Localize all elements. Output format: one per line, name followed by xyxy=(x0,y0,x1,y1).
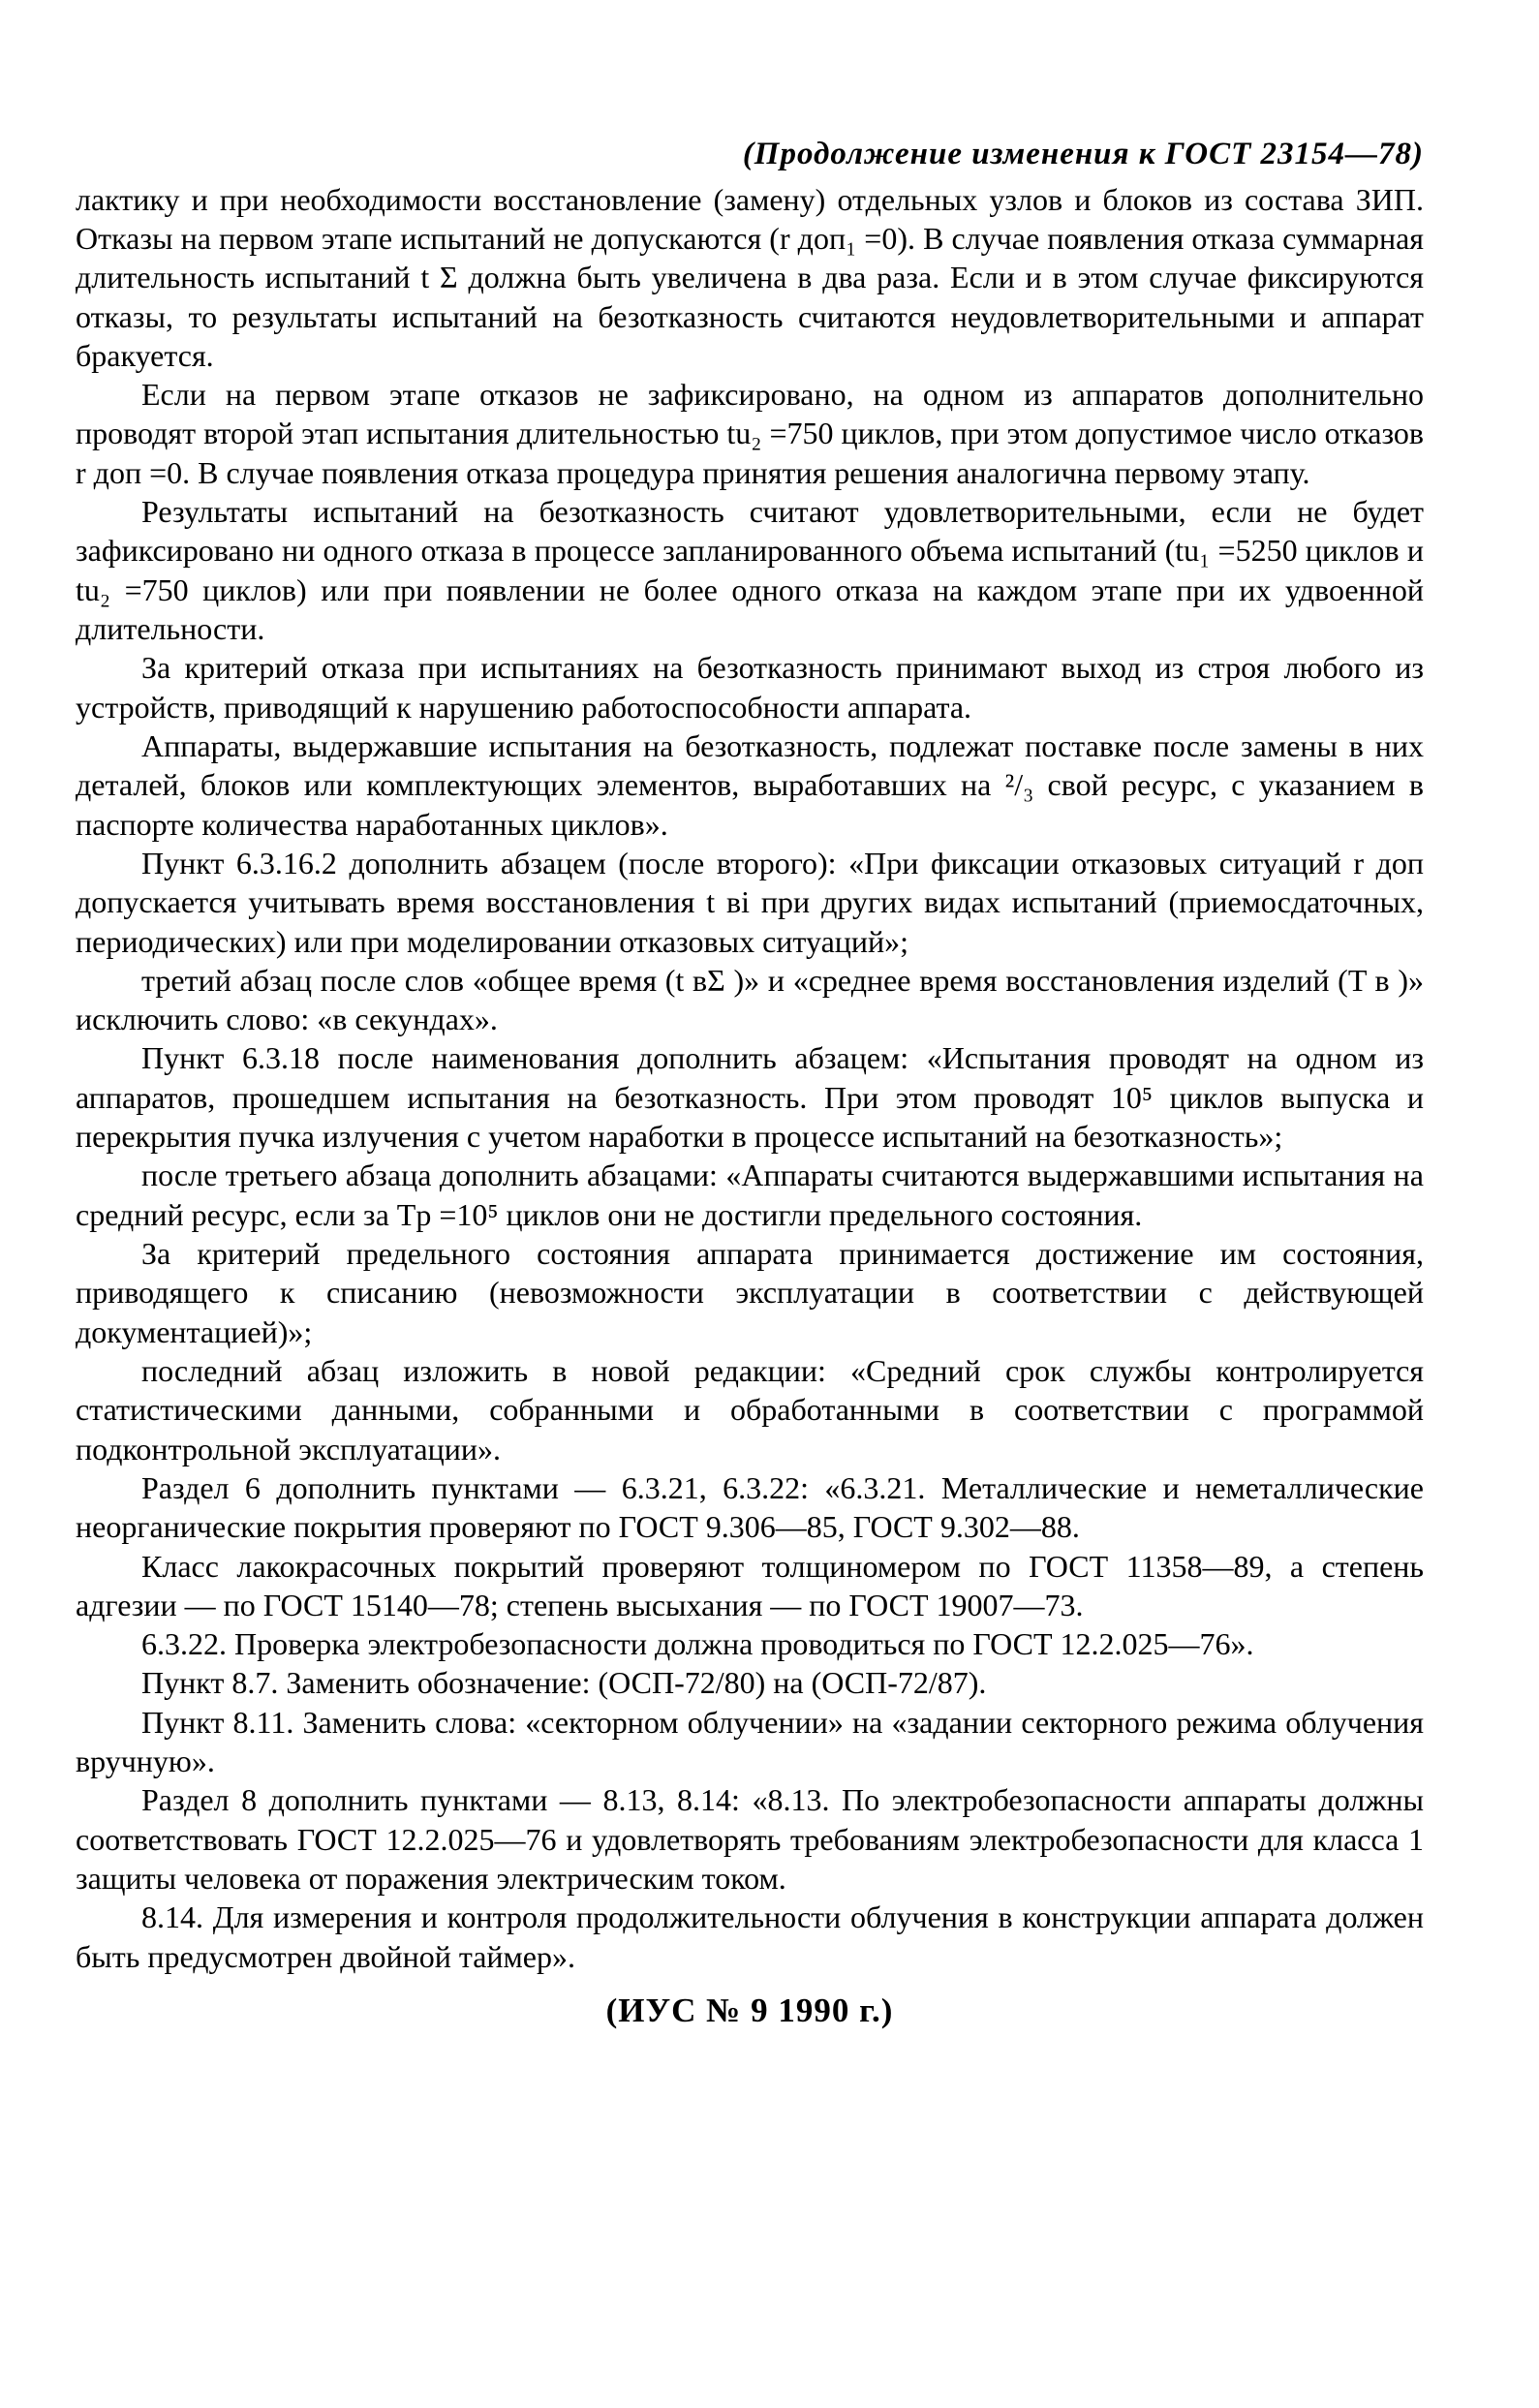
page-header: (Продолжение изменения к ГОСТ 23154—78) xyxy=(742,137,1424,171)
paragraph-15: Пункт 8.7. Заменить обозначение: (ОСП-72/80) на (ОСП-72/87). xyxy=(141,1665,987,1701)
paragraph-8: Пункт 6.3.18 после наименования дополнить абзацем: «Испытания проводят на одном из аппаратов, прошедшем испытания на безотказность. При этом проводят 10⁵ циклов выпуска и перекрытия пучка излучения с учетом наработки в процессе испытаний на безотказность»; xyxy=(76,1040,1424,1155)
paragraph-18: 8.14. Для измерения и контроля продолжительности облучения в конструкции аппарата должен быть предусмотрен двойной таймер». xyxy=(76,1899,1424,1974)
paragraph-6: Пункт 6.3.16.2 дополнить абзацем (после второго): «При фиксации отказовых ситуаций r доп допускается учитывать время восстановления t вi при других видах испытаний (приемосдаточных, периодических) или при моделировании отказовых ситуаций»; xyxy=(76,845,1424,959)
paragraph-5: Аппараты, выдержавшие испытания на безотказность, подлежат поставке после замены в них деталей, блоков или комплектующих элементов, выработавших на ²/₃ свой ресурс, с указанием в паспорте количества наработанных циклов». xyxy=(76,727,1424,842)
paragraph-2: Если на первом этапе отказов не зафиксировано, на одном из аппаратов дополнительно проводят второй этап испытания длительностью tu₂ =750 циклов, при этом допустимое число отказов r доп =0. В случае появления отказа процедура принятия решения аналогична первому этапу. xyxy=(76,377,1424,490)
paragraph-7: третий абзац после слов «общее время (t вΣ )» и «среднее время восстановления изделий (T в )» исключить слово: «в секундах». xyxy=(76,962,1424,1037)
paragraph-14: 6.3.22. Проверка электробезопасности должна проводиться по ГОСТ 12.2.025—76». xyxy=(141,1626,1254,1662)
paragraph-17: Раздел 8 дополнить пунктами — 8.13, 8.14: «8.13. По электробезопасности аппараты должны соответствовать ГОСТ 12.2.025—76 и удовлетворять требованиям электробезопасности для класса 1 защиты человека от поражения электрическим током. xyxy=(76,1782,1424,1897)
issue-reference: (ИУС № 9 1990 г.) xyxy=(605,1991,894,2029)
paragraph-16: Пункт 8.11. Заменить слова: «секторном облучении» на «задании секторного режима облучения вручную». xyxy=(76,1704,1424,1779)
paragraph-4: За критерий отказа при испытаниях на безотказность принимают выход из строя любого из устройств, приводящий к нарушению работоспособности аппарата. xyxy=(76,650,1424,725)
document-page xyxy=(76,136,1424,2030)
paragraph-9: после третьего абзаца дополнить абзацами: «Аппараты считаются выдержавшими испытания на средний ресурс, если за Tр =10⁵ циклов они не достигли предельного состояния. xyxy=(76,1158,1424,1232)
paragraph-3: Результаты испытаний на безотказность считают удовлетворительными, если не будет зафиксировано ни одного отказа в процессе запланированного объема испытаний (tu₁ =5250 циклов и tu₂ =750 циклов) или при появлении не более одного отказа на каждом этапе при их удвоенной длительности. xyxy=(76,494,1424,647)
paragraph-12: Раздел 6 дополнить пунктами — 6.3.21, 6.3.22: «6.3.21. Металлические и неметаллические неорганические покрытия проверяют по ГОСТ 9.306—85, ГОСТ 9.302—88. xyxy=(76,1469,1424,1545)
paragraph-13: Класс лакокрасочных покрытий проверяют толщиномером по ГОСТ 11358—89, а степень адгезии — по ГОСТ 15140—78; степень высыхания — по ГОСТ 19007—73. xyxy=(76,1548,1424,1622)
paragraph-11: последний абзац изложить в новой редакции: «Средний срок службы контролируется статистическими данными, собранными и обработанными в соответствии с программой подконтрольной эксплуатации». xyxy=(76,1352,1424,1466)
paragraph-1: лактику и при необходимости восстановление (замену) отдельных узлов и блоков из состава ЗИП. Отказы на первом этапе испытаний не допускаются (r доп₁ =0). В случае появления отказа суммарная длительность испытаний t Σ должна быть увеличена в два раза. Если и в этом случае фиксируются отказы, то результаты испытаний на безотказность считаются неудовлетворительными и аппарат бракуется. xyxy=(76,181,1424,373)
paragraph-10: За критерий предельного состояния аппарата принимается достижение им состояния, приводящего к списанию (невозможности эксплуатации в соответствии с действующей документацией)»; xyxy=(76,1236,1424,1349)
